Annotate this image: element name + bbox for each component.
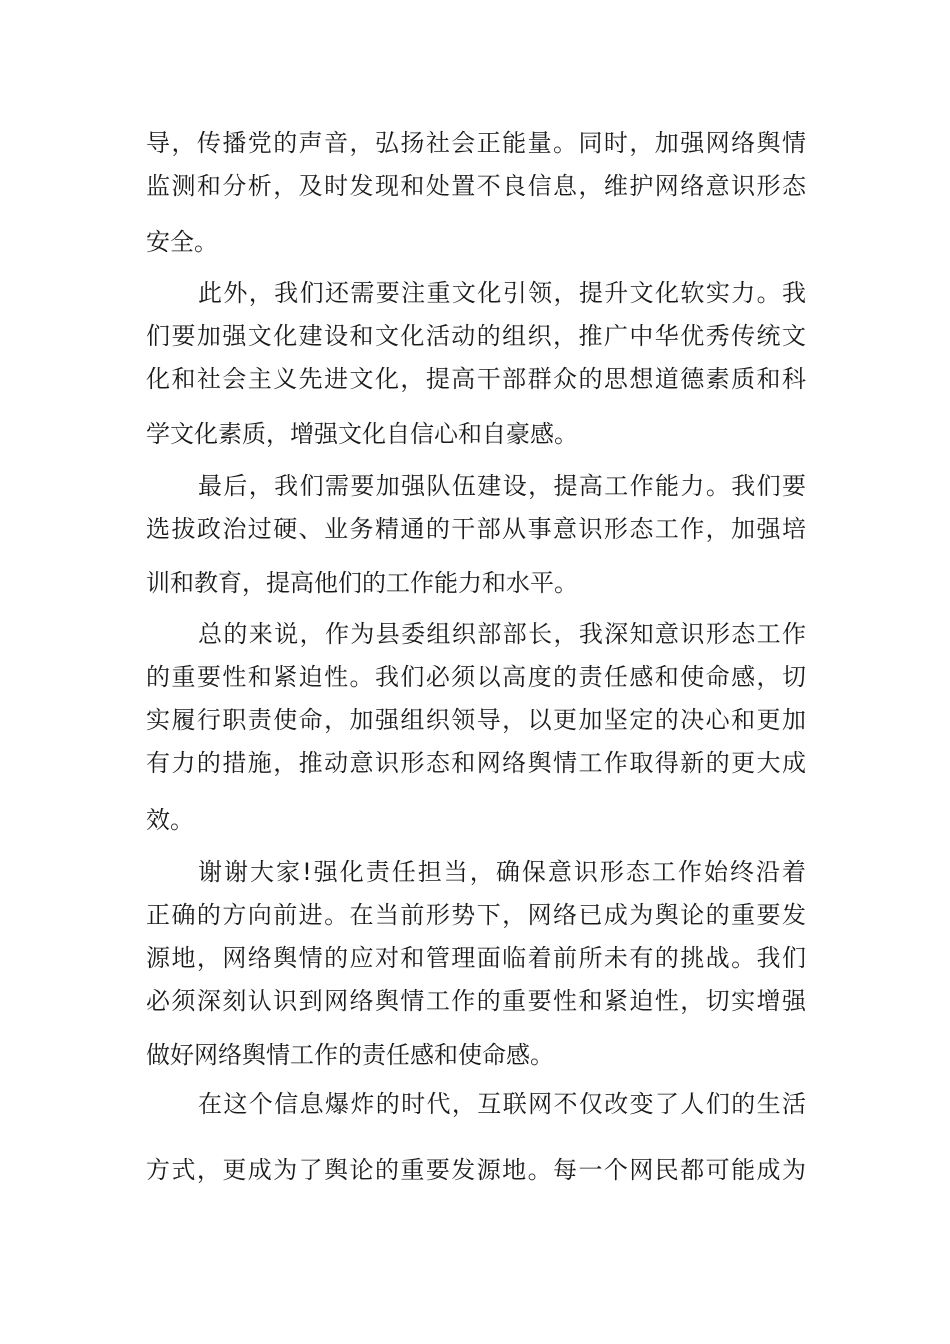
text-line: 化和社会主义先进文化，提高干部群众的思想道德素质和科	[146, 365, 806, 393]
text-line: 导，传播党的声音，弘扬社会正能量。同时，加强网络舆情	[146, 129, 806, 157]
text-line: 效。	[146, 806, 194, 834]
text-line: 必须深刻认识到网络舆情工作的重要性和紧迫性，切实增强	[146, 987, 806, 1015]
text-line: 安全。	[146, 228, 218, 256]
text-line: 们要加强文化建设和文化活动的组织，推广中华优秀传统文	[146, 322, 806, 350]
text-line: 学文化素质，增强文化自信心和自豪感。	[146, 420, 578, 448]
text-line: 总的来说，作为县委组织部部长，我深知意识形态工作	[198, 620, 806, 648]
text-line: 有力的措施，推动意识形态和网络舆情工作取得新的更大成	[146, 749, 806, 777]
text-line: 最后，我们需要加强队伍建设，提高工作能力。我们要	[198, 472, 806, 500]
text-line: 谢谢大家!强化责任担当，确保意识形态工作始终沿着	[198, 858, 806, 886]
text-line: 做好网络舆情工作的责任感和使命感。	[146, 1041, 554, 1069]
text-line: 训和教育，提高他们的工作能力和水平。	[146, 569, 578, 597]
text-line: 源地，网络舆情的应对和管理面临着前所未有的挑战。我们	[146, 944, 806, 972]
text-line: 在这个信息爆炸的时代，互联网不仅改变了人们的生活	[198, 1090, 806, 1118]
text-line: 此外，我们还需要注重文化引领，提升文化软实力。我	[198, 279, 806, 307]
text-line: 的重要性和紧迫性。我们必须以高度的责任感和使命感，切	[146, 663, 806, 691]
text-line: 方式，更成为了舆论的重要发源地。每一个网民都可能成为	[146, 1156, 806, 1184]
text-line: 实履行职责使命，加强组织领导，以更加坚定的决心和更加	[146, 706, 806, 734]
text-line: 监测和分析，及时发现和处置不良信息，维护网络意识形态	[146, 172, 806, 200]
text-line: 选拔政治过硬、业务精通的干部从事意识形态工作，加强培	[146, 515, 806, 543]
text-line: 正确的方向前进。在当前形势下，网络已成为舆论的重要发	[146, 901, 806, 929]
